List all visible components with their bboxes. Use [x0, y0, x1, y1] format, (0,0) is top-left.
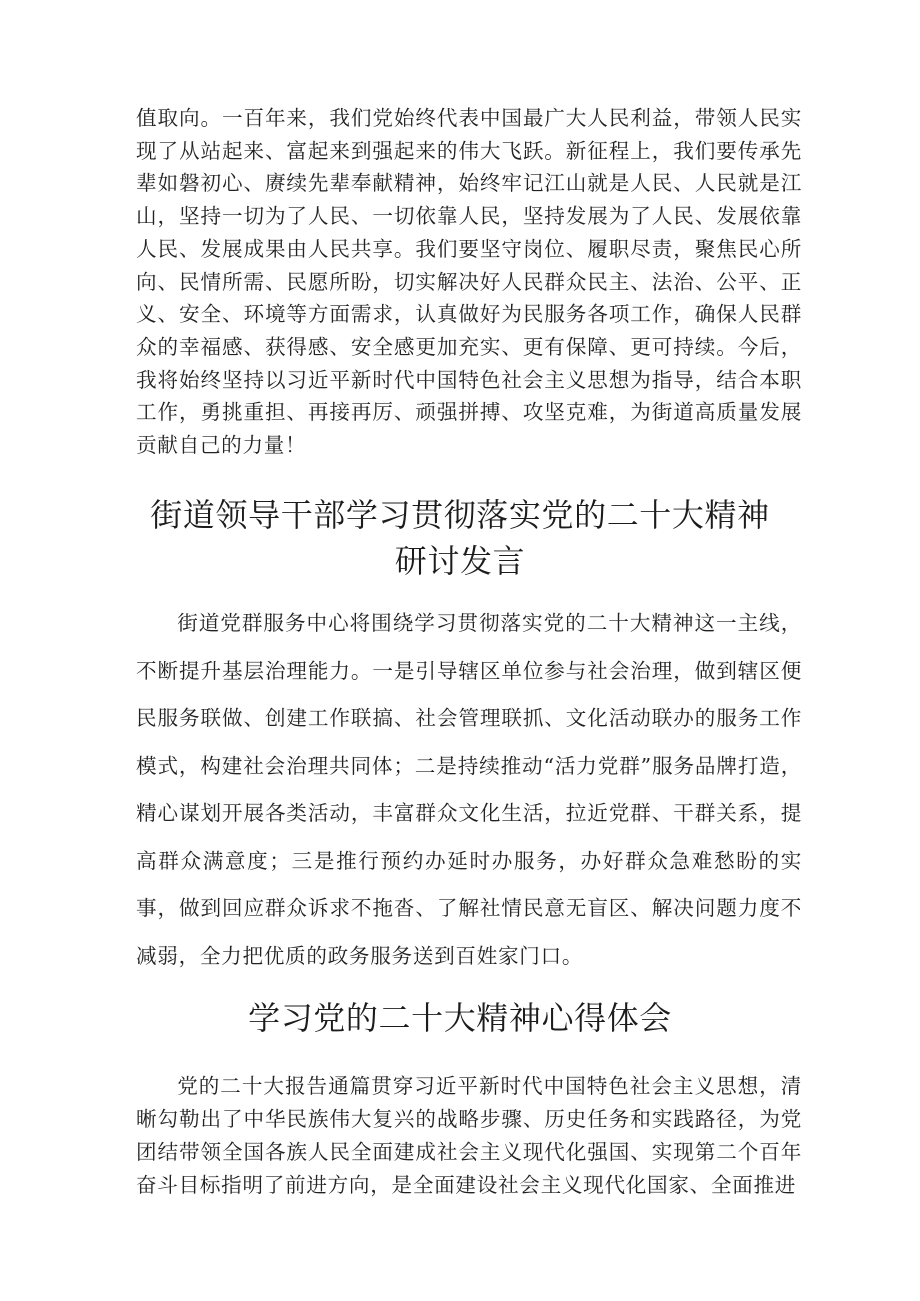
section-heading-speech-line2: 研讨发言 — [394, 542, 526, 580]
section-heading-speech-line1: 街道领导干部学习贯彻落实党的二十大精神 — [150, 496, 770, 534]
section-heading-reflection: 学习党的二十大精神心得体会 — [248, 999, 672, 1037]
section-heading-speech — [110, 492, 810, 584]
intro-paragraph: 值取向。一百年来，我们党始终代表中国最广大人民利益，带领人民实现了从站起来、富起来到强起来的伟大飞跃。新征程上，我们要传承先辈如磐初心、赓续先辈奉献精神，始终牢记江山就是人民、人民就是江山，坚持一切为了人民、一切依靠人民，坚持发展为了人民、发展依靠人民、发展成果由人民共享。我们要坚守岗位、履职尽责，聚焦民心所向、民情所需、民愿所盼，切实解决好人民群众民主、法治、公平、正义、安全、环境等方面需求，认真做好为民服务各项工作，确保人民群众的幸福感、获得感、安全感更加充实、更有保障、更可持续。今后，我将始终坚持以习近平新时代中国特色社会主义思想为指导，结合本职工作，勇挑重担、再接再厉、顽强拼搏、攻坚克难，为街道高质量发展贡献自己的力量！ — [136, 106, 802, 458]
speech-paragraph: 街道党群服务中心将围绕学习贯彻落实党的二十大精神这一主线，不断提升基层治理能力。一是引导辖区单位参与社会治理，做到辖区便民服务联做、创建工作联搞、社会管理联抓、文化活动联办的服务工作模式，构建社会治理共同体；二是持续推动“活力党群”服务品牌打造，精心谋划开展各类活动，丰富群众文化生活，拉近党群、干群关系，提高群众满意度；三是推行预约办延时办服务，办好群众急难愁盼的实事，做到回应群众诉求不拖沓、了解社情民意无盲区、解决问题力度不减弱，全力把优质的政务服务送到百姓家门口。 — [136, 611, 802, 968]
reflection-paragraph: 党的二十大报告通篇贯穿习近平新时代中国特色社会主义思想，清晰勾勒出了中华民族伟大复兴的战略步骤、历史任务和实践路径，为党团结带领全国各族人民全面建成社会主义现代化强国、实现第二个百年奋斗目标指明了前进方向，是全面建设社会主义现代化国家、全面推进 — [136, 1074, 802, 1197]
